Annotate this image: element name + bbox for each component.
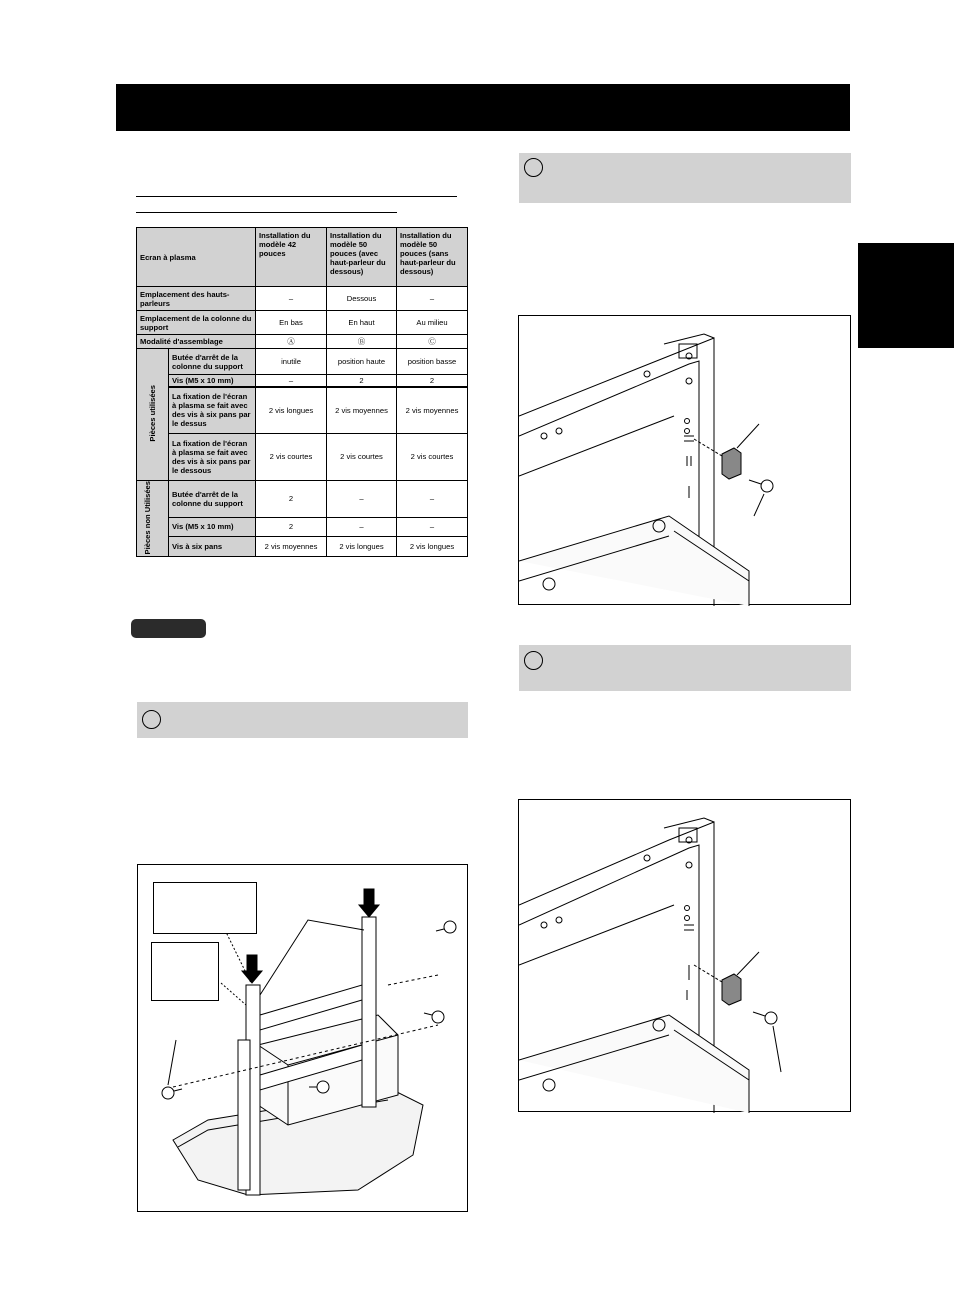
step-bar-a [137, 702, 468, 738]
table-row [137, 517, 468, 536]
stand-assembly-figure [137, 864, 468, 1212]
table-header-label: Ecran à plasma [137, 228, 256, 287]
group-unused-title: Pièces non Utilisées [142, 480, 152, 554]
cell: 2 vis courtes [256, 433, 327, 480]
cell: En haut [327, 311, 397, 335]
cell: – [397, 287, 468, 311]
cell: Dessous [327, 287, 397, 311]
stopper-lower-figure [518, 799, 851, 1112]
callout-box-lower [151, 942, 219, 1001]
table-row [137, 387, 468, 433]
group-used-cell [137, 349, 169, 481]
section-title-bar [116, 84, 850, 131]
cell: – [327, 480, 397, 517]
table-row [137, 375, 468, 388]
stopper-upper-figure [518, 315, 851, 605]
cell: – [327, 517, 397, 536]
row-label: Butée d'arrêt de la colonne du support [169, 480, 256, 517]
down-arrow-icon [359, 889, 379, 917]
callout-box-upper [153, 882, 257, 934]
table-header-col-50-without: Installation du modèle 50 pouces (sans haut-parleur du dessous) [397, 228, 468, 287]
cell: – [256, 375, 327, 388]
row-label: La fixation de l'écran à plasma se fait avec des vis à six pans par le dessus [169, 387, 256, 433]
circle-marker-icon [524, 651, 543, 670]
row-label: Butée d'arrêt de la colonne du support [169, 349, 256, 375]
group-unused-cell [137, 480, 169, 556]
cell: – [256, 287, 327, 311]
cell: 2 [327, 375, 397, 388]
cell: – [397, 480, 468, 517]
row-label: Modalité d'assemblage [137, 335, 256, 349]
heading-rule-1 [136, 196, 457, 197]
row-label: Vis à six pans [169, 536, 256, 556]
table-row [137, 349, 468, 375]
cell: 2 [256, 480, 327, 517]
down-arrow-icon [242, 955, 262, 983]
cell: 2 vis moyennes [397, 387, 468, 433]
row-label: La fixation de l'écran à plasma se fait avec des vis à six pans par le dessous [169, 433, 256, 480]
table-row [137, 433, 468, 480]
assembly-spec-table [136, 227, 468, 557]
cell: Ⓒ [397, 335, 468, 349]
cell: inutile [256, 349, 327, 375]
cell: Ⓐ [256, 335, 327, 349]
circle-marker-icon [524, 158, 543, 177]
cell: 2 vis courtes [397, 433, 468, 480]
cell: 2 vis moyennes [327, 387, 397, 433]
step-bar-c [519, 645, 851, 691]
heading-rule-2 [136, 212, 397, 213]
note-badge [131, 619, 206, 638]
circle-marker-icon [142, 710, 161, 729]
step-bar-b [519, 153, 851, 203]
cell: – [397, 517, 468, 536]
cell: Ⓑ [327, 335, 397, 349]
row-label: Vis (M5 x 10 mm) [169, 517, 256, 536]
cell: position basse [397, 349, 468, 375]
cell: 2 vis moyennes [256, 536, 327, 556]
cell: En bas [256, 311, 327, 335]
row-label: Emplacement des hauts-parleurs [137, 287, 256, 311]
table-row [137, 287, 468, 311]
language-side-tab [858, 243, 954, 348]
table-row [137, 311, 468, 335]
table-header-col-50-with: Installation du modèle 50 pouces (avec haut-parleur du dessous) [327, 228, 397, 287]
cell: 2 [397, 375, 468, 388]
cell: 2 vis longues [397, 536, 468, 556]
group-used-title: Pièces utilisées [148, 384, 157, 442]
table-row [137, 536, 468, 556]
table-header-col-42: Installation du modèle 42 pouces [256, 228, 327, 287]
row-label: Emplacement de la colonne du support [137, 311, 256, 335]
cell: Au milieu [397, 311, 468, 335]
table-row [137, 335, 468, 349]
cell: 2 vis longues [256, 387, 327, 433]
cell: position haute [327, 349, 397, 375]
table-row [137, 480, 468, 517]
cell: 2 vis longues [327, 536, 397, 556]
cell: 2 [256, 517, 327, 536]
row-label: Vis (M5 x 10 mm) [169, 375, 256, 388]
cell: 2 vis courtes [327, 433, 397, 480]
